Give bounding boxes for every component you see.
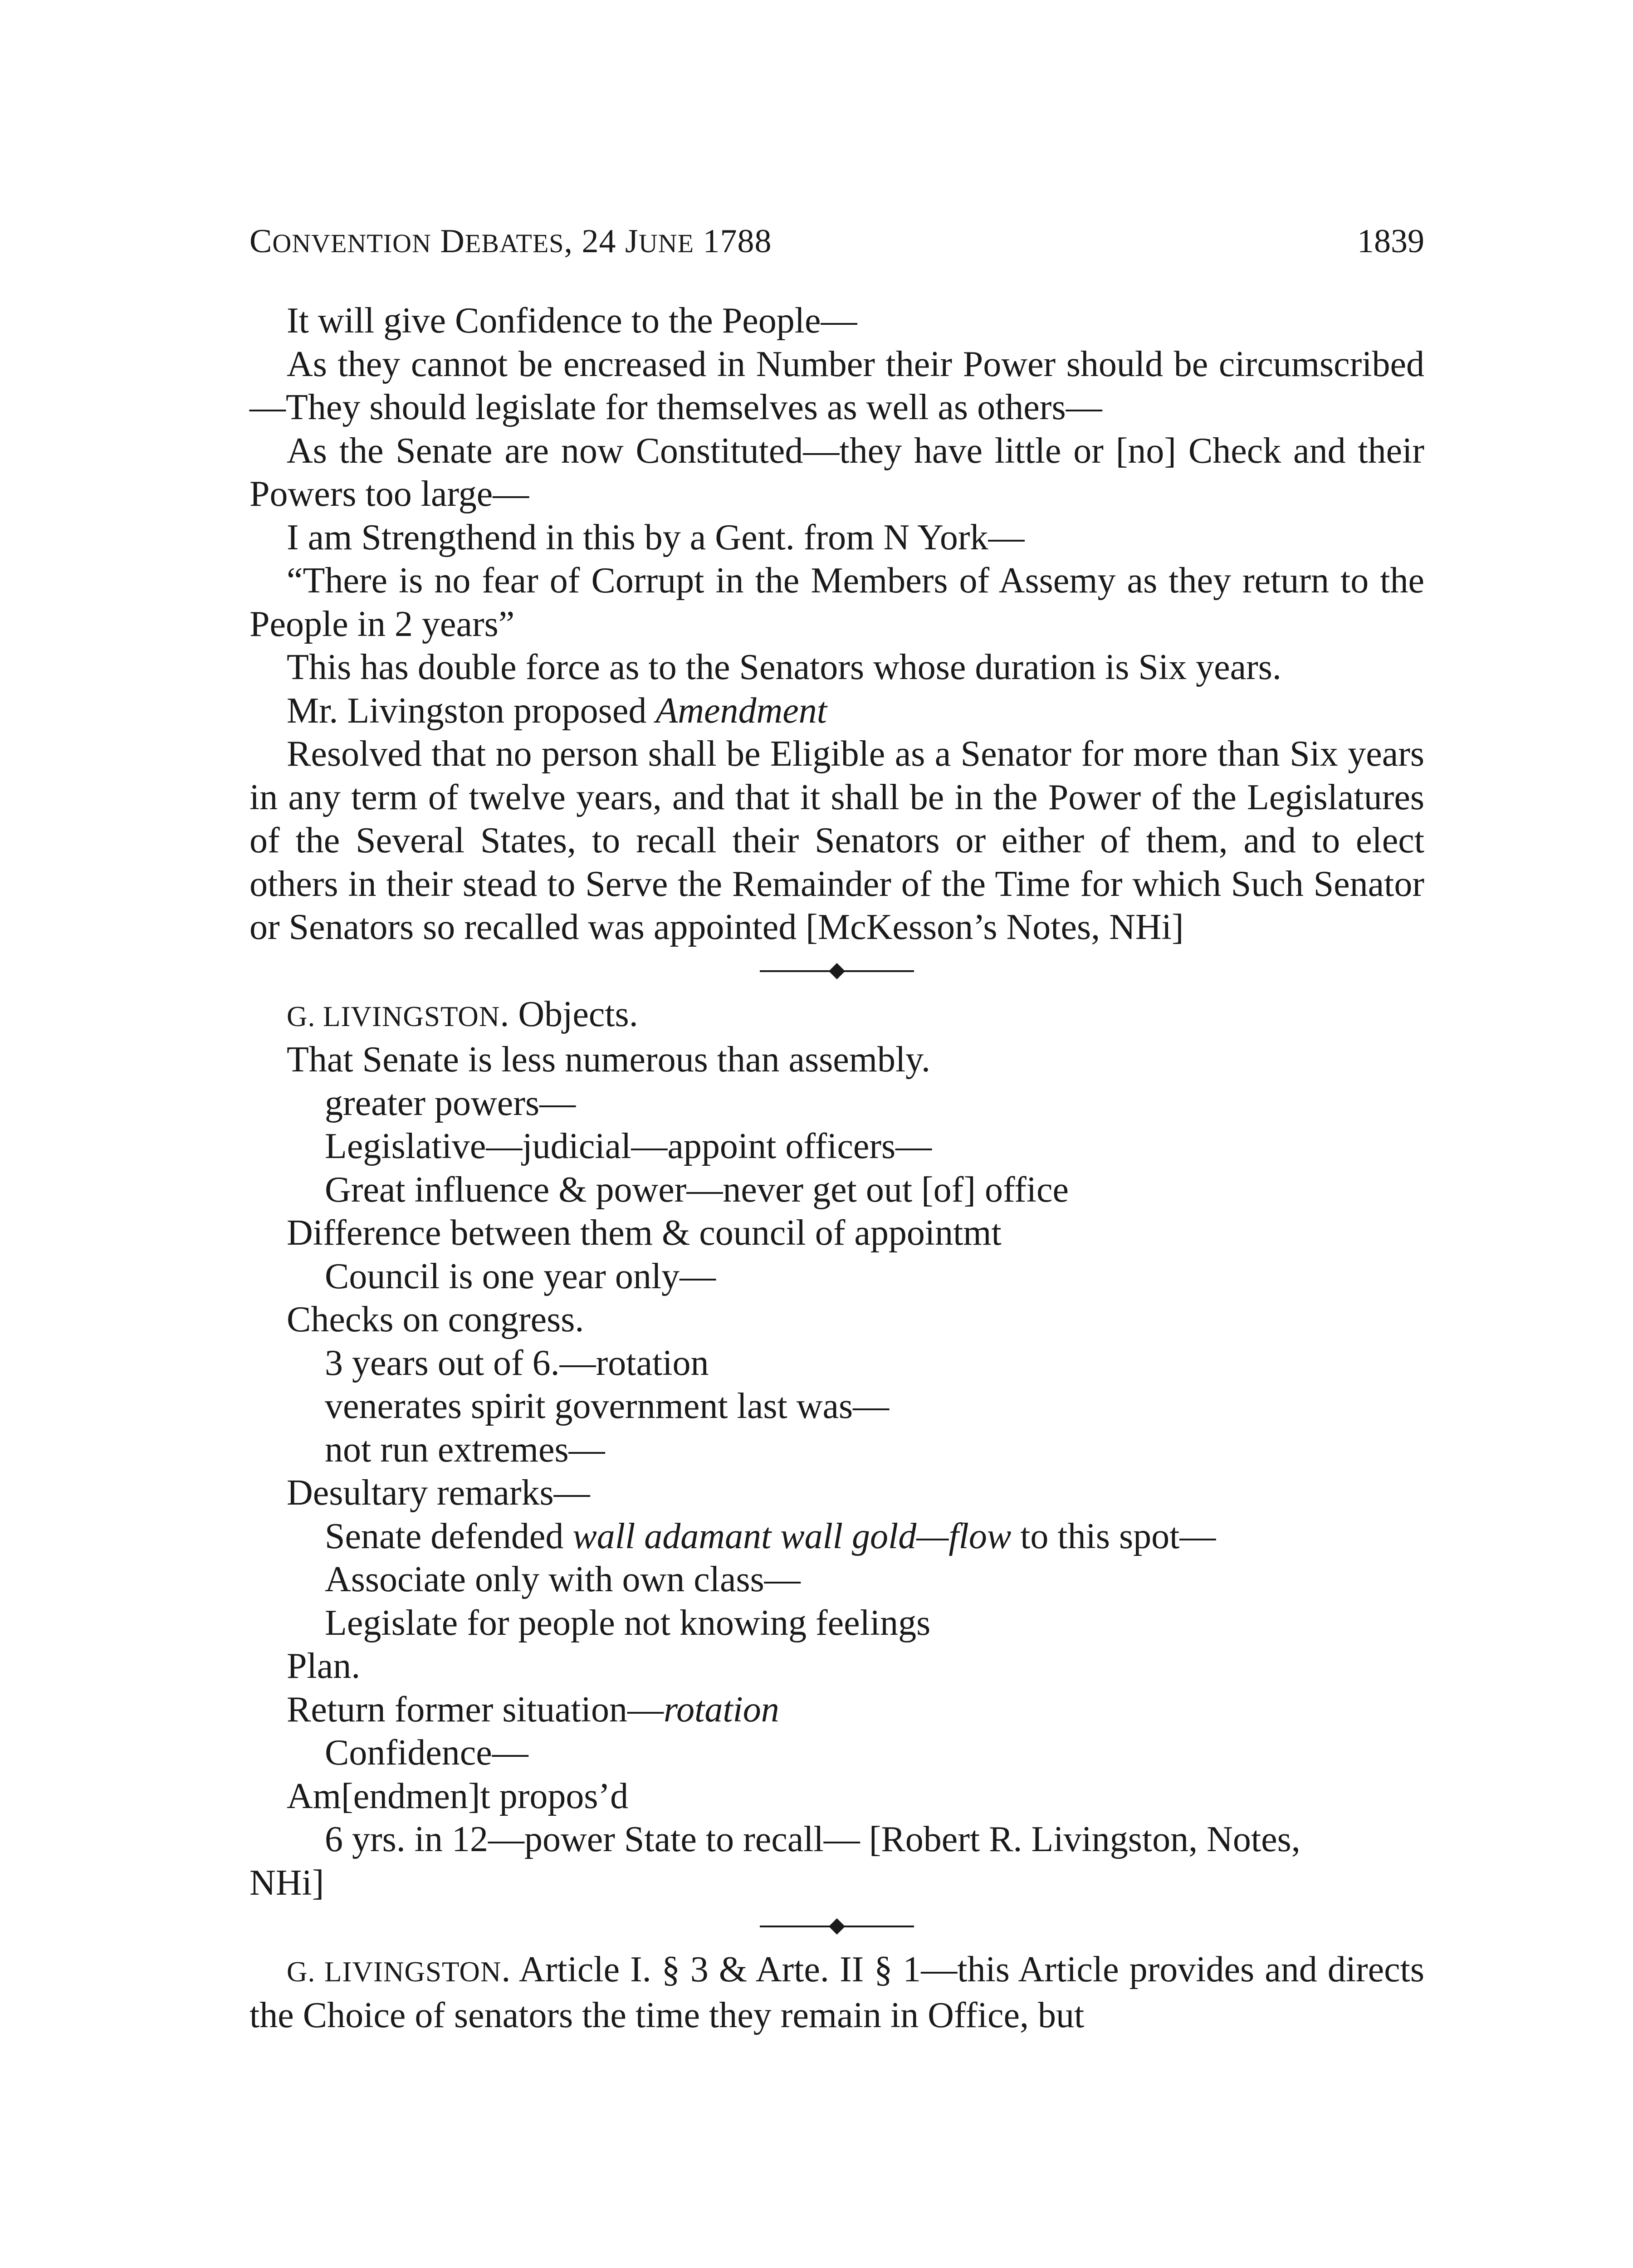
text-line: Legislative—judicial—appoint officers—: [325, 1126, 932, 1166]
page-number: 1839: [1357, 223, 1424, 260]
text-line: Plan.: [287, 1646, 361, 1686]
page-body: [249, 299, 1424, 2037]
section-ornament: [249, 1905, 1424, 1948]
text-line: venerates spirit government last was—: [325, 1386, 890, 1426]
text-span: . Article I. § 3 & Arte. II § 1—this Article provides and directs the Choice of senators the time they remain in Office, but: [249, 1950, 1424, 2035]
text-line: Legislate for people not knowing feelings: [325, 1603, 931, 1643]
speaker-name: G. LIVINGSTON: [287, 1956, 502, 1988]
text-line: Great influence & power—never get out [of] office: [325, 1169, 1069, 1210]
text-span: Return former situation—: [287, 1689, 664, 1730]
running-head-initial: D: [431, 223, 465, 260]
text-line: not run extremes—: [325, 1429, 605, 1470]
text-line: This has double force as to the Senators whose duration is Six years.: [287, 647, 1281, 687]
italic-text: wall adamant wall gold—flow: [572, 1516, 1012, 1556]
paragraph: As the Senate are now Constituted—they have little or [no] Check and their Powers too large—: [249, 430, 1424, 514]
document-page: [249, 213, 1424, 2037]
text-line: Council is one year only—: [325, 1256, 716, 1296]
speaker-name: G. LIVINGSTON: [287, 1000, 500, 1032]
text-line: 3 years out of 6.—rotation: [325, 1343, 709, 1383]
paragraph: “There is no fear of Corrupt in the Members of Assemy as they return to the People in 2 years”: [249, 561, 1424, 644]
text-line: Desultary remarks—: [287, 1473, 590, 1513]
text-line: NHi]: [249, 1862, 324, 1903]
text-line: Associate only with own class—: [325, 1559, 801, 1599]
running-head-smallcaps: ONVENTION: [272, 229, 431, 258]
running-head-date: , 24: [564, 223, 625, 260]
text-line: That Senate is less numerous than assembly.: [287, 1040, 930, 1080]
text-line: [249, 993, 1424, 1039]
running-header: [249, 213, 1424, 268]
running-head-smallcaps: UNE: [638, 229, 694, 258]
text-line: [249, 1515, 1424, 1559]
text-line: 6 yrs. in 12—power State to recall— [Robert R. Livingston, Notes,: [325, 1819, 1301, 1859]
running-head-year: 1788: [694, 223, 772, 260]
running-head: [249, 222, 772, 261]
running-head-initial: J: [625, 223, 639, 260]
section-ornament: [249, 949, 1424, 993]
text-line: [249, 1688, 1424, 1732]
text-line: Checks on congress.: [287, 1300, 584, 1339]
text-line: Difference between them & council of appointmt: [287, 1213, 1002, 1253]
paragraph: Resolved that no person shall be Eligible as a Senator for more than Six years in any term of twelve years, and that it shall be in the Power of the Legislatures of the Several States, to recall their Senators or either of them, and to elect others in their stead to Serve the Remainder of the Time for which Such Senator or Senators so recalled was appointed [McKesson’s Notes, NHi]: [249, 734, 1424, 947]
diamond-rule-icon: [760, 961, 914, 981]
diamond-rule-icon: [760, 1916, 914, 1936]
italic-text: rotation: [663, 1689, 779, 1730]
text-span: to this spot—: [1011, 1516, 1216, 1556]
italic-text: Amendment: [655, 690, 827, 731]
text-span: . Objects.: [500, 994, 638, 1034]
text-line: It will give Confidence to the People—: [287, 301, 857, 341]
text-line: [249, 689, 1424, 733]
text-line: greater powers—: [325, 1083, 576, 1123]
running-head-initial: C: [249, 223, 273, 260]
text-line: I am Strengthend in this by a Gent. from N York—: [287, 517, 1025, 557]
text-line: Confidence—: [325, 1733, 528, 1773]
paragraph: As they cannot be encreased in Number their Power should be circumscribed—They should legislate for themselves as well as others—: [249, 344, 1424, 427]
paragraph: [249, 1948, 1424, 2037]
running-head-smallcaps: EBATES: [464, 229, 564, 258]
text-line: Am[endmen]t propos’d: [287, 1776, 629, 1816]
text-span: Mr. Livingston proposed: [287, 690, 656, 731]
text-span: Senate defended: [325, 1516, 573, 1556]
